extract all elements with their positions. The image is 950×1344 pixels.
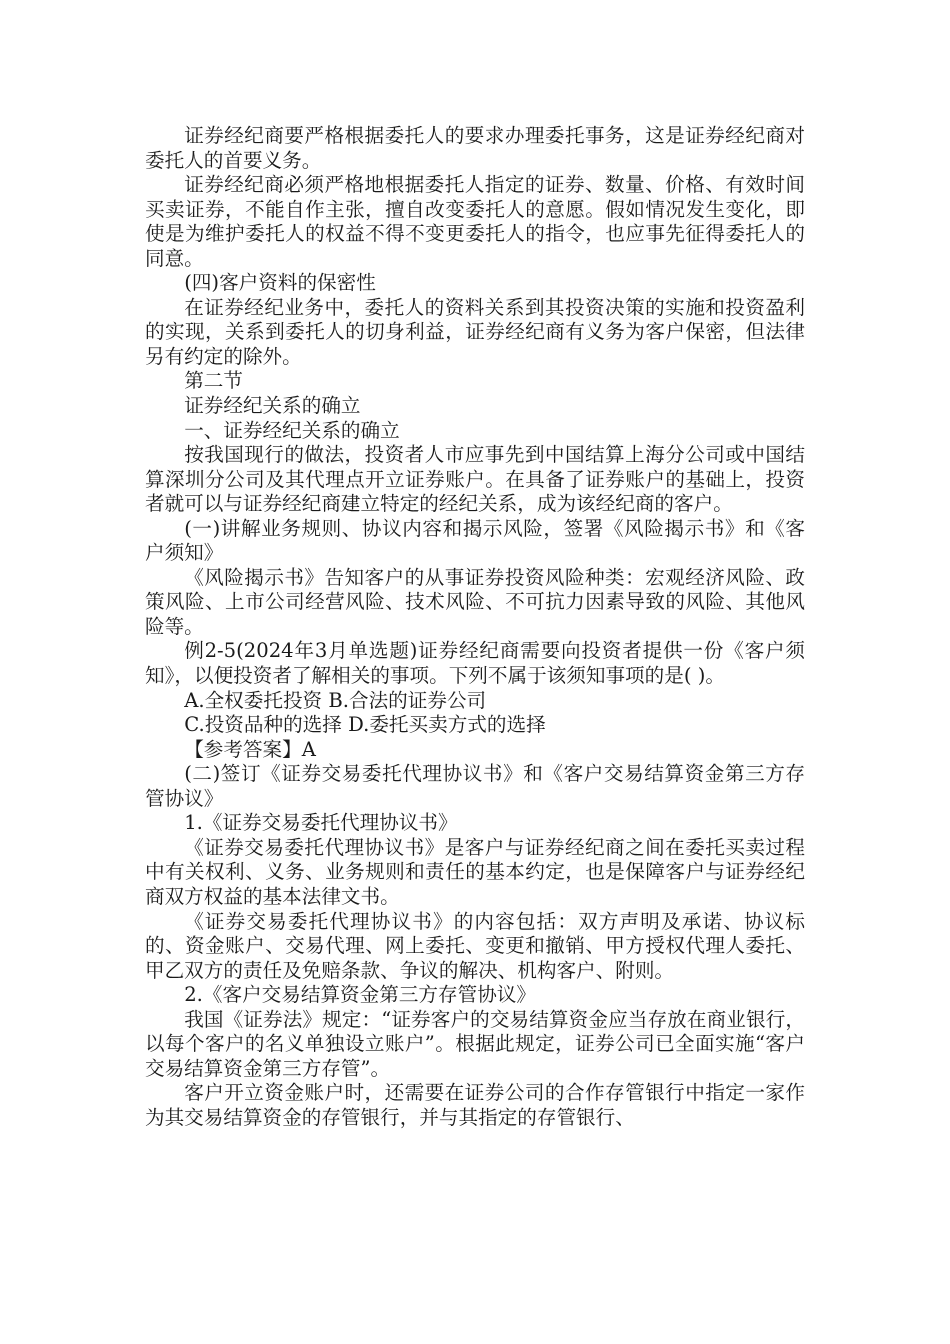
paragraph-3: 在证券经纪业务中，委托人的资料关系到其投资决策的实施和投资盈利的实现，关系到委托人的切身利益，证券经纪商有义务为客户保密，但法律另有约定的除外。: [145, 295, 805, 368]
paragraph-6: 《证券交易委托代理协议书》是客户与证券经纪商之间在委托买卖过程中有关权利、义务、业务规则和责任的基本约定，也是保障客户与证券经纪商双方权益的基本法律文书。: [145, 835, 805, 908]
chapter-section-title: 证券经纪关系的确立: [184, 394, 361, 418]
section-heading-4: (四)客户资料的保密性: [184, 271, 376, 295]
example-options-cd: C.投资品种的选择 D.委托买卖方式的选择: [184, 713, 546, 737]
paragraph-7: 《证券交易委托代理协议书》的内容包括：双方声明及承诺、协议标的、资金账户、交易代理、网上委托、变更和撤销、甲方授权代理人委托、甲乙双方的责任及免赔条款、争议的解决、机构客户、附则。: [145, 909, 805, 982]
chapter-section-label: 第二节: [184, 369, 243, 393]
document-page: [145, 124, 805, 1130]
numbered-heading-2: 2.《客户交易结算资金第三方存管协议》: [184, 983, 536, 1007]
paragraph-4: 按我国现行的做法，投资者人市应事先到中国结算上海分公司或中国结算深圳分公司及其代理点开立证券账户。在具备了证券账户的基础上，投资者就可以与证券经纪商建立特定的经纪关系，成为该经纪商的客户。: [145, 443, 805, 516]
paragraph-2: 证券经纪商必须严格地根据委托人指定的证券、数量、价格、有效时间买卖证券，不能自作主张，擅自改变委托人的意愿。假如情况发生变化，即使是为维护委托人的权益不得不变更委托人的指令，也应事先征得委托人的同意。: [145, 173, 805, 270]
example-question: 例2-5(2024年3月单选题)证券经纪商需要向投资者提供一份《客户须知》，以便投资者了解相关的事项。下列不属于该须知事项的是( )。: [145, 639, 805, 688]
paragraph-1: 证券经纪商要严格根据委托人的要求办理委托事务，这是证券经纪商对委托人的首要义务。: [145, 124, 805, 172]
item-heading-2: (二)签订《证券交易委托代理协议书》和《客户交易结算资金第三方存管协议》: [145, 762, 805, 810]
paragraph-5: 《风险揭示书》告知客户的从事证券投资风险种类：宏观经济风险、政策风险、上市公司经营风险、技术风险、不可抗力因素导致的风险、其他风险等。: [145, 565, 805, 638]
paragraph-8: 我国《证券法》规定：“证券客户的交易结算资金应当存放在商业银行，以每个客户的名义单独设立账户”。根据此规定，证券公司已全面实施“客户交易结算资金第三方存管”。: [145, 1007, 805, 1080]
numbered-heading-1: 1.《证券交易委托代理协议书》: [184, 811, 458, 835]
item-heading-1: (一)讲解业务规则、协议内容和揭示风险，签署《风险揭示书》和《客户须知》: [145, 516, 805, 565]
example-options-ab: A.全权委托投资 B.合法的证券公司: [184, 688, 487, 712]
example-answer: 【参考答案】A: [184, 737, 316, 761]
paragraph-9: 客户开立资金账户时，还需要在证券公司的合作存管银行中指定一家作为其交易结算资金的存管银行，并与其指定的存管银行、: [145, 1081, 805, 1129]
subsection-heading-1: 一、证券经纪关系的确立: [184, 418, 400, 442]
